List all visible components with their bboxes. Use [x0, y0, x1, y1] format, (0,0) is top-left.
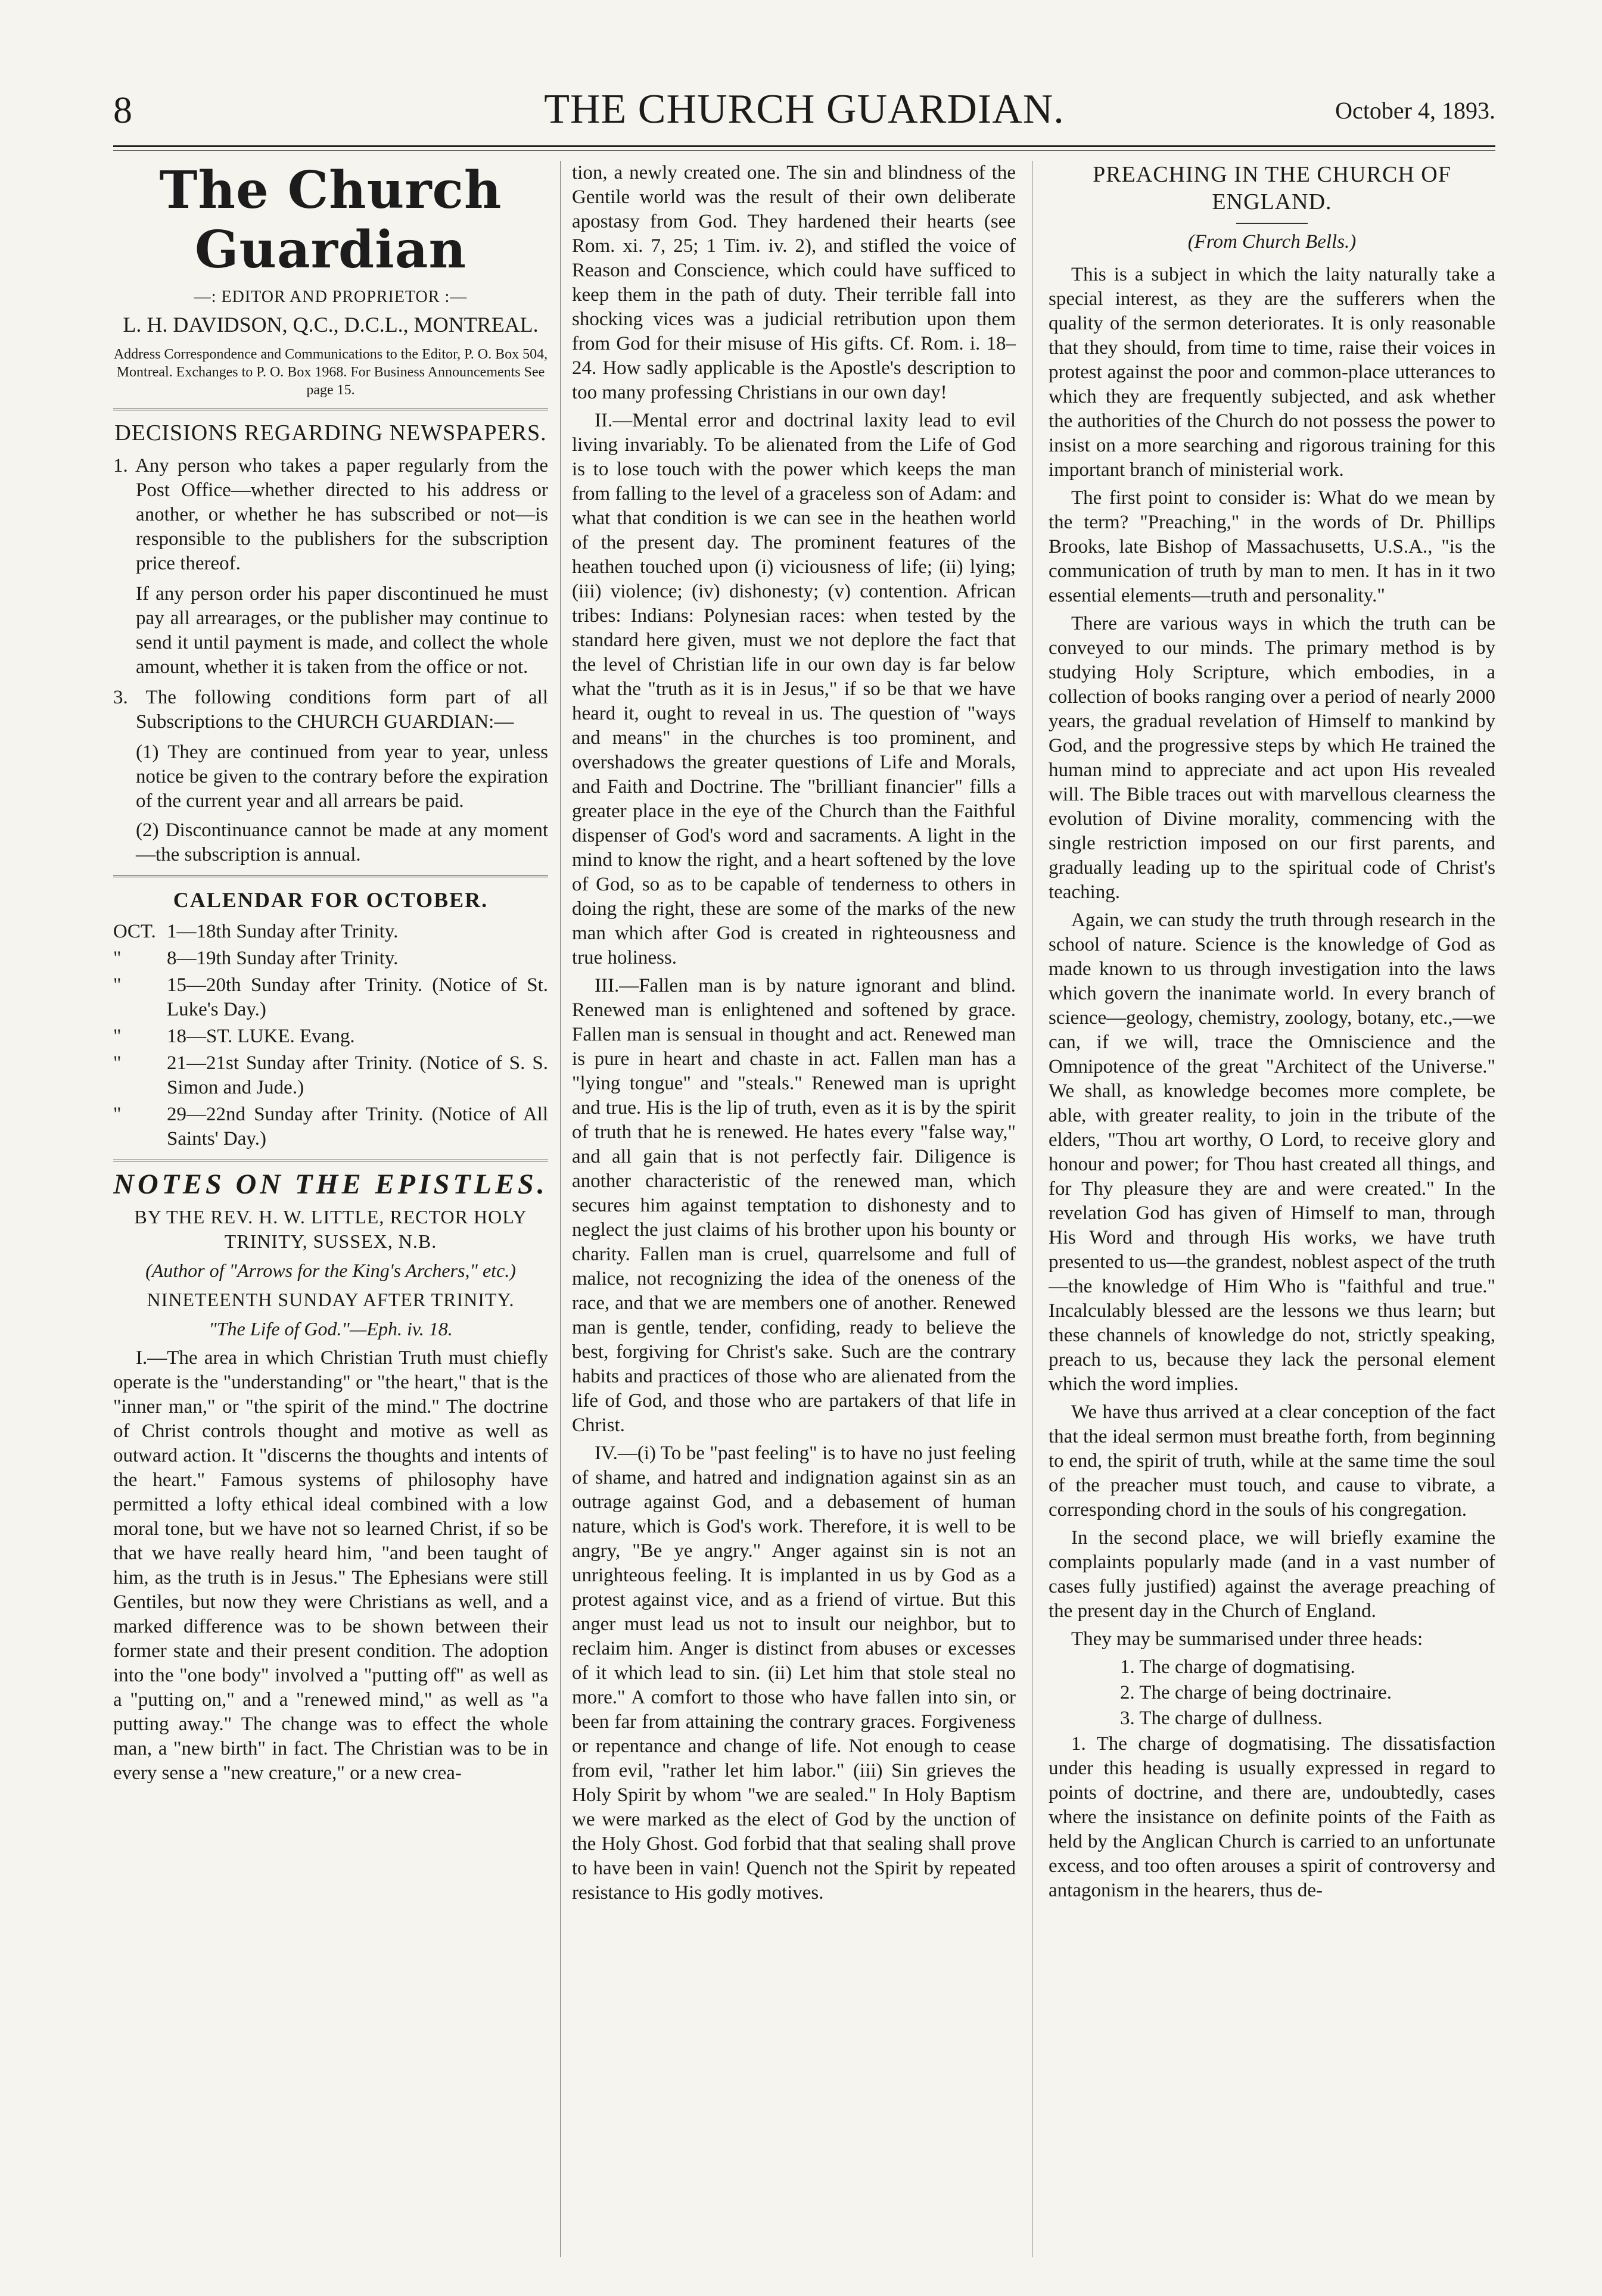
- divider: [1236, 223, 1308, 224]
- calendar-month: ": [113, 948, 122, 969]
- notes-sunday: NINETEENTH SUNDAY AFTER TRINITY.: [147, 1289, 515, 1310]
- decision-item: 3. The following conditions form part of all Subscriptions to the CHURCH GUARDIAN:—: [113, 687, 548, 733]
- article-paragraph: In the second place, we will briefly examine the complaints popularly made (and in a vast number of cases fully justified) against the average preaching of the present day in the Church of England.: [1049, 1527, 1495, 1622]
- issue-date: October 4, 1893.: [1335, 97, 1495, 124]
- notes-paragraph: tion, a newly created one. The sin and blindness of the Gentile world was the result of their own deliberate apostasy from God. They hardened their hearts (see Rom. xi. 7, 25; 1 Tim. iv. 2), and stifled the voice of Reason and Conscience, which could have sufficed to keep them in the path of duty. Their terrible fall into shocking vices was a judicial retribution upon them from God for their misuse of His gifts. Cf. Rom. i. 18–24. How sadly applicable is the Apostle's description to too many professing Christians in our own day!: [572, 162, 1016, 403]
- condition-paragraph: (2) Discontinuance cannot be made at any moment—the subscription is annual.: [136, 820, 548, 865]
- calendar-month: ": [113, 974, 122, 996]
- article-paragraph: 1. The charge of dogmatising. The dissatisfaction under this heading is usually expressed in regard to points of doctrine, and there are, undoubtedly, cases where the insistance on definite points of the Faith as held by the Anglican Church is carried to an unfortunate excess, and too often arouses a spirit of controversy and antagonism in the hearers, thus de-: [1049, 1733, 1495, 1901]
- column-left: [113, 161, 548, 2269]
- column-divider: [560, 161, 561, 2257]
- article-title: PREACHING IN THE CHURCH OF ENGLAND.: [1093, 162, 1451, 214]
- calendar-item: [113, 1051, 548, 1100]
- paper-name: THE CHURCH GUARDIAN.: [544, 86, 1065, 132]
- calendar-month: ": [113, 1052, 122, 1074]
- notes-byline: BY THE REV. H. W. LITTLE, RECTOR HOLY TRINITY, SUSSEX, N.B.: [134, 1206, 527, 1252]
- notes-paragraph: IV.—(i) To be "past feeling" is to have no just feeling of shame, and hatred and indignation against sin as an outrage against God, and a debasement of human nature, which is God's work. Therefore, it is well to be angry, "Be ye angry." Anger against sin is not an unrighteous feeling. It is implanted in us by God as a protest against vice, and as a friend of virtue. But this anger must lead us not to insult our neighbor, but to reclaim him. Anger is distinct from abuses or excesses of it which lead to sin. (ii) Let him that stole steal no more." A comfort to those who have fallen into sin, or been far from attaining the contrary graces. Forgiveness or repentance and change of life. Not enough to cease from evil, "rather let him labor." (iii) Sin grieves the Holy Spirit by whom "we are sealed." In Holy Baptism we were marked as the elect of God by the unction of the Holy Ghost. God forbid that that sealing shall prove to have been in vain! Quench not the Spirit by repeated resistance to His godly motives.: [572, 1443, 1016, 1904]
- article-paragraph: We have thus arrived at a clear conception of the fact that the ideal sermon must breathe forth, from beginning to end, the spirit of truth, while at the same time the soul of the preacher must touch, and cause to vibrate, a corresponding chord in the souls of his congregation.: [1049, 1401, 1495, 1521]
- notes-author: (Author of "Arrows for the King's Archers," etc.): [145, 1260, 516, 1281]
- decisions-list: [113, 454, 548, 734]
- article-paragraph: There are various ways in which the truth can be conveyed to our minds. The primary method is by studying Holy Scripture, which embodies, in a collection of books ranging over a period of nearly 2000 years, the gradual revelation of Himself to mankind by God, and the progressive steps by which He trained the human mind to appreciate and act upon His revealed will. The Bible traces out with marvellous clearness the evolution of Divine morality, commencing with the single restriction imposed on our first parents, and gradually leading up to the spiritual code of Christ's teaching.: [1049, 613, 1495, 903]
- decision-item: 1. Any person who takes a paper regularly from the Post Office—whether directed to his address or another, or whether he has subscribed or not—is responsible to the publishers for the subscription price thereof.: [113, 455, 548, 574]
- masthead-rule: [113, 145, 1495, 147]
- masthead-rule-thin: [113, 150, 1495, 151]
- notes-body: I.—The area in which Christian Truth must chiefly operate is the "understanding" or "the heart," that is the "inner man," or "the spirit of the mind." The doctrine of Christ controls thought and motive as well as outward action. It "discerns the thoughts and intents of the heart." Famous systems of philosophy have permitted a lofty ethical ideal combined with a low moral tone, but we have not so learned Christ, if so be that we have really heard him, "and been taught of him, as the truth is in Jesus." The Ephesians were still Gentiles, but now they were Christians as well, and a marked difference was to be shown between their former state and their present condition. The adoption into the "one body" involved a "putting off" as well as a "putting on," and a "renewed mind," as well as "a putting away." The change was to effect the whole man, a "new birth" in fact. The Christian was to be in every sense a "new creature," or a new crea-: [113, 1347, 548, 1784]
- calendar-entry: 1—18th Sunday after Trinity.: [167, 921, 399, 942]
- article-paragraph: They may be summarised under three heads:: [1071, 1628, 1423, 1650]
- calendar-month: OCT.: [113, 921, 156, 942]
- decisions-heading: DECISIONS REGARDING NEWSPAPERS.: [114, 420, 547, 446]
- article-paragraph: This is a subject in which the laity naturally take a special interest, as they are the sufferers when the quality of the sermon deteriorates. It is only reasonable that they should, from time to time, raise their voices in protest against the poor and common-place utterances to which they are frequently subjected, and ask whether the authorities of the Church do not possess the power to insist on a more searching and rigorous training for this important branch of ministerial work.: [1049, 264, 1495, 481]
- divider: [113, 1160, 548, 1161]
- charge-item: 2. The charge of being doctrinaire.: [1120, 1682, 1392, 1703]
- condition-paragraph: (1) They are continued from year to year, unless notice be given to the contrary before the expiration of the current year and all arrears be paid.: [136, 742, 548, 812]
- decision-item: If any person order his paper discontinued he must pay all arrearages, or the publisher may continue to send it until payment is made, and collect the whole amount, whether it is taken from the office or not.: [136, 583, 548, 678]
- editor-line: —: EDITOR AND PROPRIETOR :—: [194, 288, 468, 306]
- charge-item: 1. The charge of dogmatising.: [1120, 1656, 1355, 1678]
- column-right: [1049, 161, 1495, 2269]
- calendar-entry: 15—20th Sunday after Trinity. (Notice of St. Luke's Day.): [167, 974, 548, 1020]
- page-number: 8: [113, 89, 132, 131]
- calendar-entry: 21—21st Sunday after Trinity. (Notice of S. S. Simon and Jude.): [167, 1052, 548, 1098]
- notes-text-reference: "The Life of God."—Eph. iv. 18.: [209, 1318, 453, 1339]
- notes-heading: NOTES ON THE EPISTLES.: [113, 1169, 548, 1200]
- column-middle: [572, 161, 1016, 2269]
- divider: [113, 876, 548, 877]
- calendar-month: ": [113, 1104, 122, 1125]
- calendar-entry: 18—ST. LUKE. Evang.: [167, 1026, 355, 1047]
- divider: [113, 409, 548, 410]
- notes-paragraph: II.—Mental error and doctrinal laxity lead to evil living invariably. To be alienated from the Life of God is to lose touch with the power which keeps the man from falling to the level of a graceless son of Adam: and what that condition is we can see in the heathen world of the present day. The prominent features of the heathen touched upon (i) viciousness of life; (ii) lying; (iii) violence; (iv) dishonesty; (v) contention. African tribes: Indians: Polynesian races: when tested by the standard here given, must we not deplore the fact that the level of Christian life in our own day is far below what the "truth as it is in Jesus," if so be that we have heard it, ought to reveal in us. The question of "ways and means" in the churches is too prominent, and overshadows the greater questions of Life and Morals, and Faith and Doctrine. The "brilliant financier" fills a greater place in the eye of the Church than the Faithful dispenser of God's word and sacraments. A light in the mind to know the right, and a heart softened by the love of God, so as to be capable of tenderness to others in doing the right, these are some of the marks of the new man which after God is created in righteousness and true holiness.: [572, 410, 1016, 968]
- notes-paragraph: III.—Fallen man is by nature ignorant and blind. Renewed man is enlightened and softened by grace. Fallen man is sensual in thought and act. Renewed man is pure in heart and chaste in act. Fallen man has a "lying tongue" and "steals." Renewed man is upright and true. His is the lip of truth, even as it is by the spirit of truth that he is renewed. He hates every "false way," and all gain that is not perfectly fair. Diligence is another characteristic of the renewed man, which secures him against temptation to dishonesty and to neglect the just claims of his brother upon his bounty or charity. Fallen man is cruel, quarrelsome and full of malice, not recognizing the idea of the oneness of the race, and that we are members one of another. Renewed man is gentle, tender, confiding, ready to believe the best, forgiving for Christ's sake. Such are the contrary habits and practices of those who are alienated from the life of God, and those who are partakers of that life in Christ.: [572, 975, 1016, 1436]
- charge-item: 3. The charge of dullness.: [1120, 1708, 1323, 1729]
- masthead: [113, 83, 1495, 140]
- calendar-item: [113, 973, 548, 1022]
- calendar-item: [113, 946, 548, 971]
- address-note: Address Correspondence and Communications to the Editor, P. O. Box 504, Montreal. Exchanges to P. O. Box 1968. For Business Announcements See page 15.: [113, 347, 548, 398]
- article-paragraph: Again, we can study the truth through research in the school of nature. Science is the knowledge of God as made known to us through investigation into the laws which govern the inanimate world. In every branch of science—geology, chemistry, zoology, botany, etc.,—we can, if we will, trace the Omniscience and the Omnipotence of the great "Architect of the Universe." We shall, as knowledge becomes more complete, be able, with greater reality, to join in the tribute of the elders, "Thou art worthy, O Lord, to receive glory and honour and power; for Thou hast created all things, and for Thy pleasure they are and were created." In the revelation God has given of Himself to man, through His Word and through His works, we have truth presented to us—the grandest, noblest aspect of the truth—the knowledge of Him Who is "faithful and true." Incalculably blessed are the lessons we thus learn; but these channels of knowledge do not, strictly speaking, preach to us, because they lack the personal element which the word implies.: [1049, 909, 1495, 1395]
- proprietor: L. H. DAVIDSON, Q.C., D.C.L., MONTREAL.: [123, 313, 539, 337]
- calendar-item: [113, 920, 548, 944]
- calendar-entry: 8—19th Sunday after Trinity.: [167, 948, 399, 969]
- calendar-item: [113, 1024, 548, 1049]
- nameplate: The Church Guardian: [159, 161, 502, 280]
- calendar-list: [113, 920, 548, 1151]
- calendar-month: ": [113, 1026, 122, 1047]
- calendar-heading: CALENDAR FOR OCTOBER.: [173, 888, 489, 912]
- calendar-item: [113, 1102, 548, 1151]
- calendar-entry: 29—22nd Sunday after Trinity. (Notice of All Saints' Day.): [167, 1104, 548, 1149]
- article-paragraph: The first point to consider is: What do we mean by the term? "Preaching," in the words of Dr. Phillips Brooks, late Bishop of Massachusetts, U.S.A., "is the communication of truth by man to men. It has in it two essential elements—truth and personality.": [1049, 487, 1495, 606]
- article-source: (From Church Bells.): [1187, 231, 1357, 253]
